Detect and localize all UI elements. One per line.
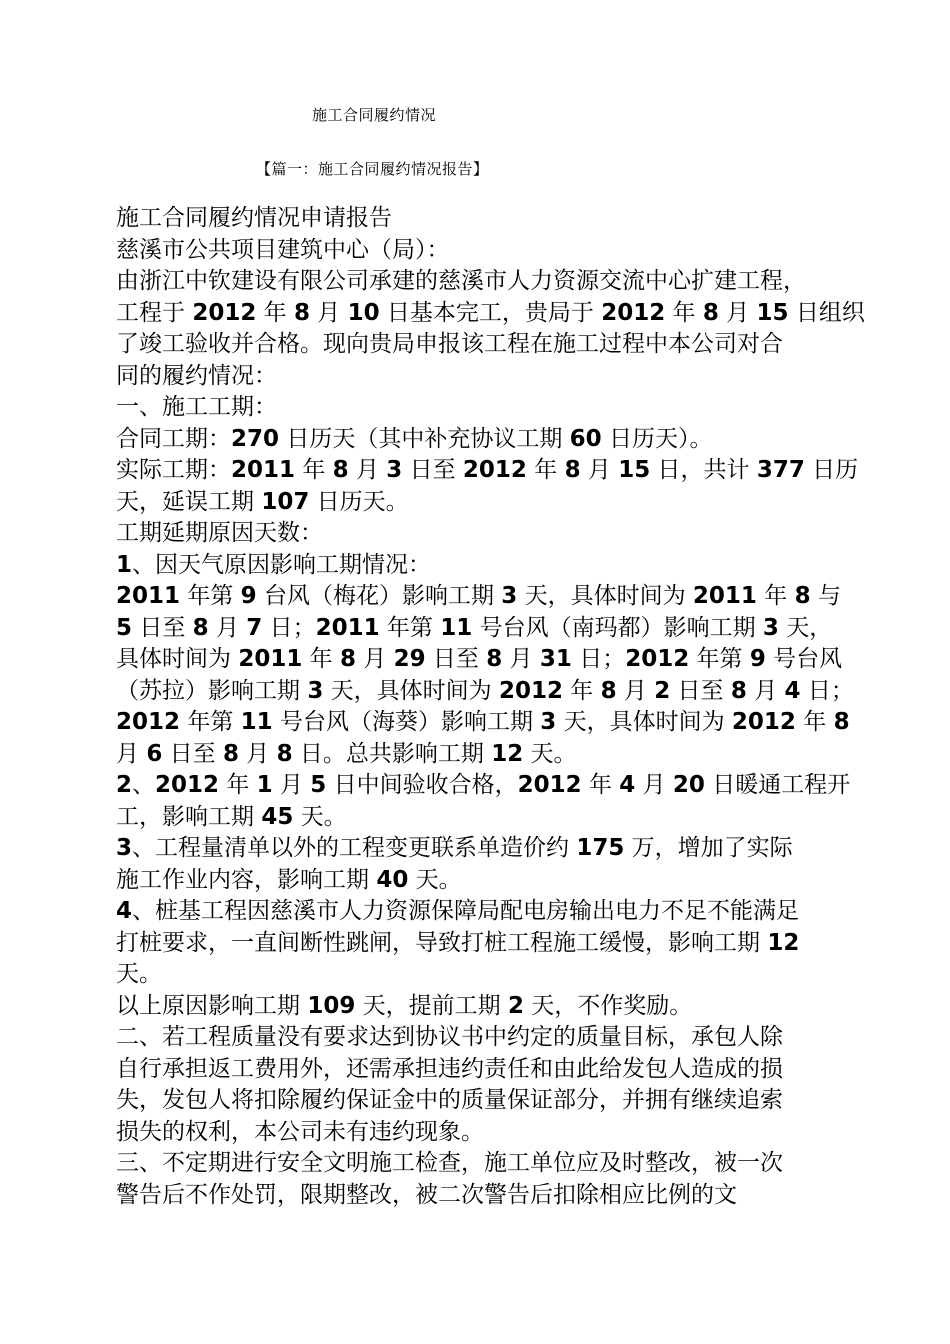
body-line: 2011 年第 9 台风（梅花）影响工期 3 天，具体时间为 2011 年 8 与: [116, 583, 841, 609]
section-heading-line: 二、若工程质量没有要求达到协议书中约定的质量目标，承包人除: [116, 1024, 783, 1050]
body-line: 3、工程量清单以外的工程变更联系单造价约 175 万，增加了实际: [116, 835, 793, 861]
section-heading-line: 一、施工工期：: [116, 394, 277, 420]
body-line: 工程于 2012 年 8 月 10 日基本完工，贵局于 2012 年 8 月 15 日组织: [116, 299, 865, 326]
body-line: 损失的权利，本公司未有违约现象。: [116, 1118, 484, 1145]
report-title-line: 施工合同履约情况申请报告: [116, 205, 392, 231]
body-line: 4、桩基工程因慈溪市人力资源保障局配电房输出电力不足不能满足: [116, 898, 800, 924]
document-body: [116, 203, 865, 1211]
body-line: 天，延误工期 107 日历天。: [116, 488, 409, 515]
body-line: 以上原因影响工期 109 天，提前工期 2 天，不作奖励。: [116, 992, 693, 1019]
body-line: 2012 年第 11 号台风（海葵）影响工期 3 天，具体时间为 2012 年 8: [116, 709, 850, 735]
body-line: 月 6 日至 8 月 8 日。总共影响工期 12 天。: [116, 740, 577, 767]
body-line: 工期延期原因天数：: [116, 520, 323, 546]
section-heading-line: 三、不定期进行安全文明施工检查，施工单位应及时整改，被一次: [116, 1150, 783, 1176]
body-line: 警告后不作处罚，限期整改，被二次警告后扣除相应比例的文: [116, 1181, 737, 1208]
body-line: 1、因天气原因影响工期情况：: [116, 551, 432, 578]
body-line: 具体时间为 2011 年 8 月 29 日至 8 月 31 日；2012 年第 9 号台风: [116, 646, 843, 672]
body-line: （苏拉）影响工期 3 天，具体时间为 2012 年 8 月 2 日至 8 月 4 日；: [116, 677, 854, 704]
header-title: 施工合同履约情况: [312, 106, 437, 124]
body-line: 失，发包人将扣除履约保证金中的质量保证部分，并拥有继续追索: [116, 1087, 783, 1113]
body-line: 实际工期：2011 年 8 月 3 日至 2012 年 8 月 15 日，共计 377 日历: [116, 457, 859, 483]
header-subtitle: 【篇一：施工合同履约情况报告】: [256, 160, 489, 178]
body-line: 自行承担返工费用外，还需承担违约责任和由此给发包人造成的损: [116, 1055, 783, 1082]
body-line: 合同工期：270 日历天（其中补充协议工期 60 日历天）。: [116, 425, 713, 452]
body-line: 同的履约情况：: [116, 362, 277, 389]
recipient-line: 慈溪市公共项目建筑中心（局）：: [116, 236, 450, 263]
body-line: 了竣工验收并合格。现向贵局申报该工程在施工过程中本公司对合: [116, 331, 783, 357]
body-line: 2、2012 年 1 月 5 日中间验收合格，2012 年 4 月 20 日暖通工程开: [116, 772, 851, 798]
body-line: 天。: [116, 961, 162, 987]
body-line: 5 日至 8 月 7 日；2011 年第 11 号台风（南玛都）影响工期 3 天，: [116, 614, 833, 641]
body-line: 打桩要求，一直间断性跳闸，导致打桩工程施工缓慢，影响工期 12: [116, 929, 800, 956]
body-line: 施工作业内容，影响工期 40 天。: [116, 866, 462, 893]
body-line: 工，影响工期 45 天。: [116, 803, 347, 830]
body-line: 由浙江中钦建设有限公司承建的慈溪市人力资源交流中心扩建工程，: [116, 268, 806, 294]
